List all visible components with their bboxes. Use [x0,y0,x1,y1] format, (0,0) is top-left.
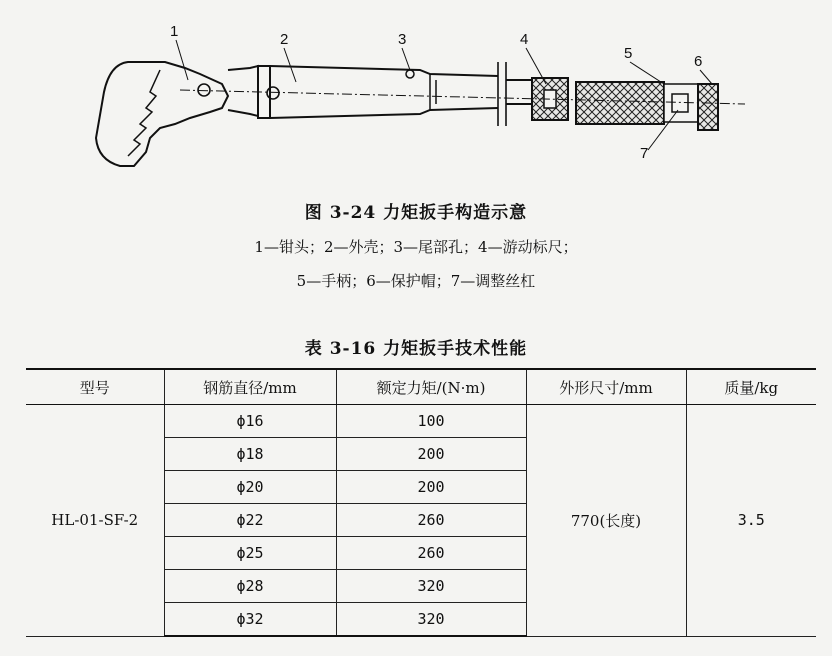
torque-cell: 260 [336,504,526,537]
header-model: 型号 [26,369,164,405]
torque-cell: 320 [336,570,526,603]
part-label: 1 [170,23,179,40]
part-label: 2 [280,31,289,48]
diameter-cell: ϕ22 [164,504,336,537]
header-size: 外形尺寸/mm [526,369,686,405]
figure-caption: 图 3-24 力矩扳手构造示意 [304,203,528,223]
diameter-cell: ϕ28 [164,570,336,603]
diameter-cell: ϕ16 [164,405,336,438]
diameter-cell: ϕ20 [164,471,336,504]
table-title: 表 3-16 力矩扳手技术性能 [304,339,528,359]
handle [576,82,698,124]
torque-cell: 200 [336,438,526,471]
model-cell: HL-01-SF-2 [26,405,164,637]
part-label: 4 [520,31,529,48]
torque-wrench-spec-table [26,368,816,637]
table-row [26,405,816,438]
size-cell: 770(长度) [526,405,686,637]
header-diameter: 钢筋直径/mm [164,369,336,405]
torque-cell: 100 [336,405,526,438]
part-label: 7 [640,145,649,162]
figure-legend-line-2: 5—手柄；6—保护帽；7—调整丝杠 [296,272,536,290]
diameter-cell: ϕ18 [164,438,336,471]
header-mass: 质量/kg [686,369,816,405]
torque-cell: 260 [336,537,526,570]
protective-cap [698,84,718,130]
figure-legend-line-1: 1—钳头；2—外壳；3—尾部孔；4—游动标尺； [254,238,578,256]
outer-shell [228,62,532,126]
part-label: 6 [694,53,703,70]
diameter-cell: ϕ32 [164,603,336,637]
mass-cell: 3.5 [686,405,816,637]
torque-wrench-diagram [0,0,832,180]
diameter-cell: ϕ25 [164,537,336,570]
part-label: 3 [398,31,407,48]
part-label: 5 [624,45,633,62]
torque-cell: 200 [336,471,526,504]
torque-cell: 320 [336,603,526,637]
header-torque: 额定力矩/(N·m) [336,369,526,405]
table-header-row [26,369,816,405]
